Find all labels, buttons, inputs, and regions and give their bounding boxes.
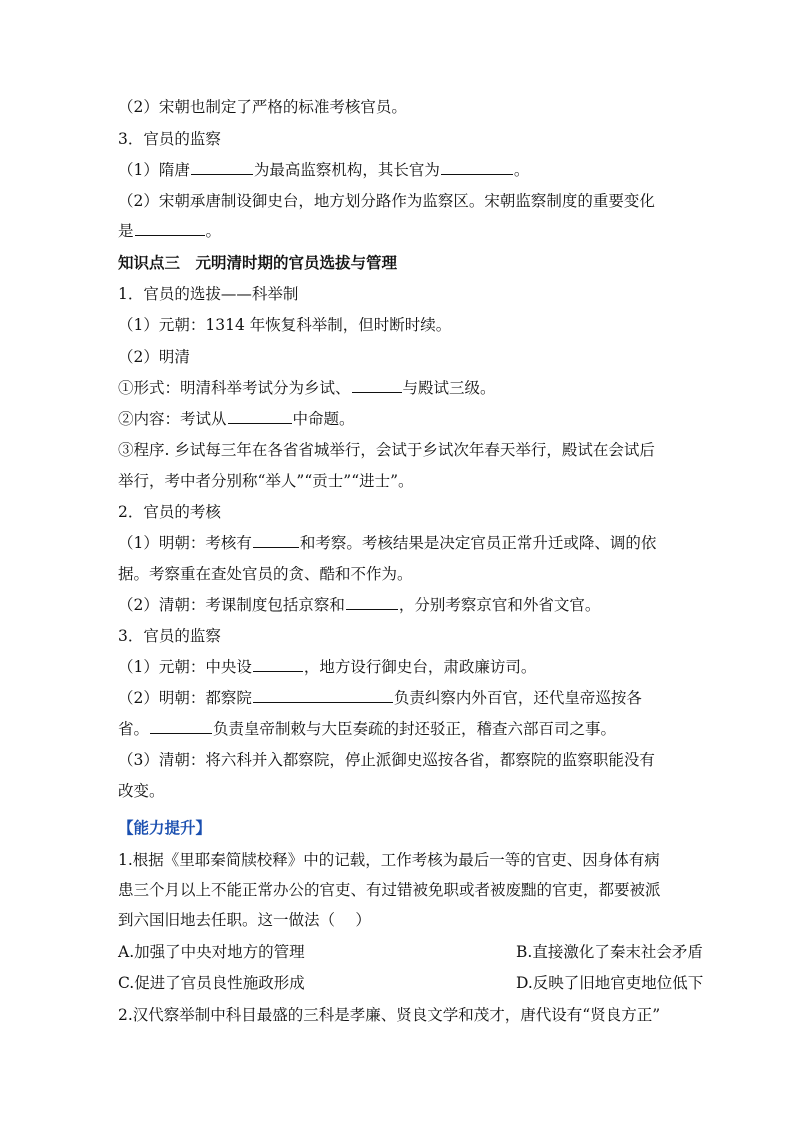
fill-blank[interactable] xyxy=(253,657,303,672)
fill-blank[interactable] xyxy=(253,533,299,548)
fill-blank[interactable] xyxy=(253,688,393,703)
text-fragment: 。 xyxy=(205,222,222,240)
text-fragment: ，地方设行御史台，肃政廉访司。 xyxy=(303,658,537,676)
fill-blank[interactable] xyxy=(228,409,292,424)
text-fragment: 省。 xyxy=(118,720,150,738)
text-fragment: （2）明朝：都察院 xyxy=(118,689,252,707)
fill-blank[interactable] xyxy=(135,221,205,236)
section-title: 3．官员的监察 xyxy=(118,130,221,148)
section-title: 3．官员的监察 xyxy=(118,627,221,645)
text-fragment: ①形式：明清科举考试分为乡试、 xyxy=(118,379,351,397)
text-fragment: 负责纠察内外百官，还代皇帝巡按各 xyxy=(393,689,642,707)
option-b[interactable]: B.直接激化了秦末社会矛盾 xyxy=(516,943,703,961)
text-line: 改变。 xyxy=(118,782,165,800)
text-line xyxy=(118,688,642,708)
text-line: （2）宋朝承唐制设御史台，地方划分路作为监察区。宋朝监察制度的重要变化 xyxy=(118,192,655,210)
text-line: （3）清朝：将六科并入都察院，停止派御史巡按各省，都察院的监察职能没有 xyxy=(118,751,655,769)
knowledge-point-heading: 知识点三 元明清时期的官员选拔与管理 xyxy=(118,253,398,272)
text-line: ③程序. 乡试每三年在各省省城举行，会试于乡试次年春天举行，殿试在会试后 xyxy=(118,441,655,459)
options-row xyxy=(118,942,703,962)
text-fragment: ，分别考察京官和外省文官。 xyxy=(398,596,601,614)
text-fragment: 是 xyxy=(118,222,134,240)
text-line xyxy=(118,160,529,180)
options-row xyxy=(118,973,704,993)
text-line xyxy=(118,719,616,739)
fill-blank[interactable] xyxy=(346,595,398,610)
ability-heading: 【能力提升】 xyxy=(118,818,212,837)
text-fragment: （1）元朝：中央设 xyxy=(118,658,252,676)
text-fragment: 为最高监察机构，其长官为 xyxy=(253,161,440,179)
text-line: （1）元朝：1314 年恢复科举制，但时断时续。 xyxy=(118,316,452,334)
text-line xyxy=(118,657,536,677)
fill-blank[interactable] xyxy=(441,160,513,175)
fill-blank[interactable] xyxy=(191,160,253,175)
question-line: 2.汉代察举制中科目最盛的三科是孝廉、贤良文学和茂才，唐代设有“贤良方正” xyxy=(118,1006,661,1024)
text-line xyxy=(118,409,355,429)
option-d[interactable]: D.反映了旧地官吏地位低下 xyxy=(516,974,704,992)
text-line xyxy=(118,533,656,553)
text-fragment: ②内容：考试从 xyxy=(118,410,227,428)
text-fragment: （2）清朝：考课制度包括京察和 xyxy=(118,596,345,614)
option-c[interactable]: C.促进了官员良性施政形成 xyxy=(118,974,305,992)
text-line: 举行，考中者分别称“举人”“贡士”“进士”。 xyxy=(118,472,414,490)
text-fragment: 中命题。 xyxy=(292,410,355,428)
text-fragment: （1）明朝：考核有 xyxy=(118,534,252,552)
fill-blank[interactable] xyxy=(352,378,402,393)
text-line: （2）明清 xyxy=(118,348,190,366)
option-a[interactable]: A.加强了中央对地方的管理 xyxy=(118,943,305,961)
text-fragment: 负责皇帝制敕与大臣奏疏的封还驳正，稽查六部百司之事。 xyxy=(213,720,617,738)
question-line: 到六国旧地去任职。这一做法（ ） xyxy=(118,911,371,929)
question-line: 患三个月以上不能正常办公的官吏、有过错被免职或者被废黜的官吏，都要被派 xyxy=(118,881,661,899)
text-fragment: 与殿试三级。 xyxy=(402,379,496,397)
text-fragment: 。 xyxy=(513,161,530,179)
section-title: 1．官员的选拔——科举制 xyxy=(118,285,299,303)
text-line xyxy=(118,378,496,398)
text-line: （2）宋朝也制定了严格的标准考核官员。 xyxy=(118,98,407,116)
text-fragment: 和考察。考核结果是决定官员正常升迁或降、调的依 xyxy=(299,534,657,552)
fill-blank[interactable] xyxy=(150,719,212,734)
section-title: 2．官员的考核 xyxy=(118,503,221,521)
question-line: 1.根据《里耶秦简牍校释》中的记载，工作考核为最后一等的官吏、因身体有病 xyxy=(118,851,660,869)
text-fragment: （1）隋唐 xyxy=(118,161,190,179)
text-line xyxy=(118,221,221,241)
text-line: 据。考察重在查处官员的贪、酷和不作为。 xyxy=(118,565,413,583)
text-line xyxy=(118,595,600,615)
